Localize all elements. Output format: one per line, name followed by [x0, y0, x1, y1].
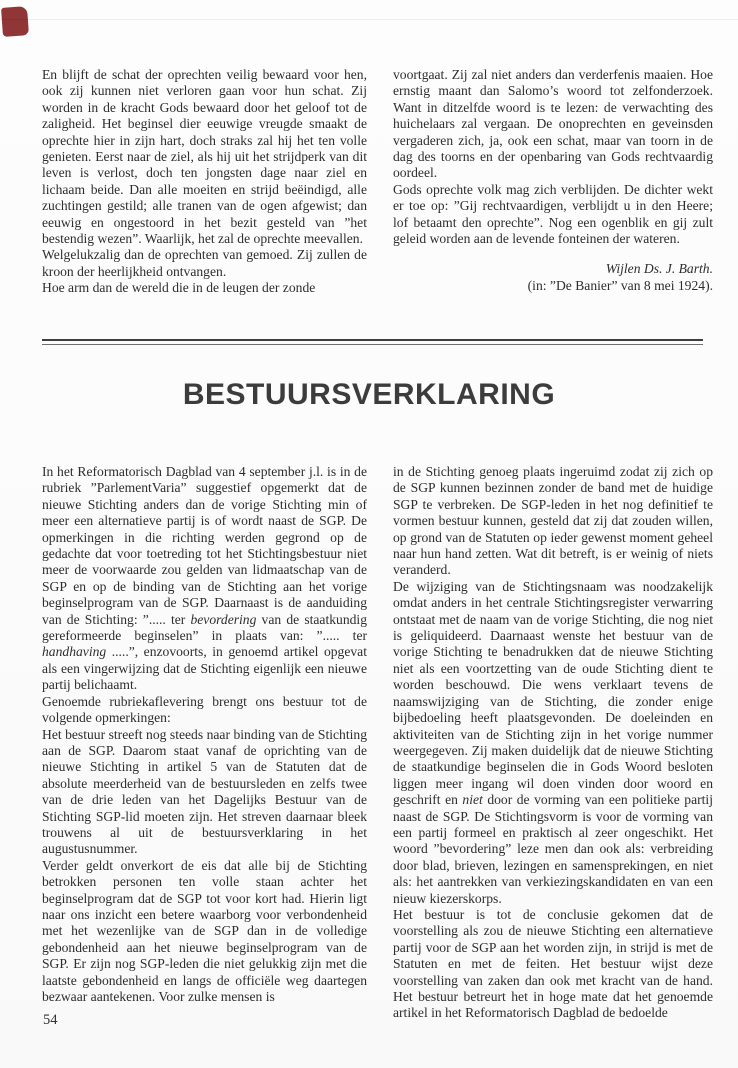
author-signature: Wijlen Ds. J. Barth.	[605, 261, 713, 277]
page-number: 54	[43, 1012, 58, 1028]
source-citation: (in: ”De Banier” van 8 mei 1924).	[527, 277, 713, 293]
paragraph: En blijft de schat der oprechten veilig bewaard voor hen, ook zij kunnen niet verloren gaan voor hun schat. Zij worden in de kracht Gods bewaard door het geloof tot de zaligheid. Het beginsel dier eeuwige vreugde smaakt de oprechte hier in zijn hart, doch straks zal hij het ten volle genieten. Eerst naar de ziel, als hij uit het strijdperk van dit leven is verlost, doch ten jongsten dage naar ziel en lichaam beide. Dan alle moeiten en strijd beëindigd, alle zuchtingen gestild; alle tranen van de ogen afgewist; dan eeuwig en ongestoord in het bezit gesteld van ”het bestendig wezen”. Waarlijk, het zal de oprechte meevallen.	[42, 67, 367, 247]
paragraph: Verder geldt onverkort de eis dat alle bij de Stichting betrokken personen ten volle staan achter het beginselprogram dat de SGP tot voor kort had. Hierin ligt naar ons inzicht een betere waarborg voor verbondenheid met het wezenlijke van de SGP dan in de volledige gebondenheid aan het nieuwe beginselprogram van de SGP. Er zijn nog SGP-leden die niet gelukkig zijn met die laatste gebondenheid en langs de officiële weg daartegen bezwaar aantekenen. Voor zulke mensen is	[42, 857, 367, 1004]
scan-hairline	[0, 19, 738, 20]
signature-block	[393, 261, 713, 294]
devotional-right-column	[393, 67, 713, 297]
paragraph: Genoemde rubriekaflevering brengt ons bestuur tot de volgende opmerkingen:	[42, 693, 367, 726]
red-corner-scan-artifact	[1, 6, 29, 37]
paragraph: Gods oprechte volk mag zich verblijden. De dichter wekt er toe op: ”Gij rechtvaardigen, verblijdt u in den Heere; lof betaamt den oprechte”. Nog een ogenblik en gij zult geleid worden aan de levende fonteinen der wateren.	[393, 181, 713, 247]
section-title: BESTUURSVERKLARING	[182, 378, 556, 411]
paragraph: voortgaat. Zij zal niet anders dan verderfenis maaien. Hoe ernstig maant dan Salomo’s woord tot zelfonderzoek. Want in ditzelfde woord is te lezen: de verwachting des huichelaars zal vergaan. De onoprechten en geveinsden vergaderen zich, ja, ook een schat, maar van toorn in de dag des toorns en der openbaring van Gods rechtvaardig oordeel.	[393, 67, 713, 181]
devotional-left-column	[42, 67, 367, 297]
statement-right-column	[393, 464, 713, 1022]
paragraph: Hoe arm dan de wereld die in de leugen der zonde	[42, 280, 316, 296]
section-divider	[42, 339, 703, 345]
paragraph: in de Stichting genoeg plaats ingeruimd zodat zij zich op de SGP kunnen bezinnen zonder de band met de huidige SGP te verbreken. De SGP-leden in het nog definitief te vormen bestuur kunnen, gesteld dat zij dat zouden willen, op grond van de Statuten op ieder gewenst moment geheel naar hun hand zetten. Wat dit betreft, is er weinig of niets veranderd.	[393, 464, 713, 578]
paragraph: Welgelukzalig dan de oprechten van gemoed. Zij zullen de kroon der heerlijkheid ontvangen.	[42, 247, 367, 279]
statement-left-column	[42, 464, 367, 1022]
paragraph: De wijziging van de Stichtingsnaam was noodzakelijk omdat anders in het centrale Stichtingsregister verwarring ontstaat met de naam van de vorige Stichting, die nog niet is geliquideerd. Daarnaast wenste het bestuur van de vorige Stichting te benadrukken dat de nieuwe Stichting niet als een voortzetting van de oude Stichting dient te worden beschouwd. Die wens verklaart tevens de naamswijziging van de Stichting, die zonder enige bijbedoeling heeft plaatsgevonden. De doeleinden en aktiviteiten van de Stichting zijn in het vorige nummer weergegeven. Zij maken duidelijk dat de nieuwe Stichting de staatkundige beginselen die in Gods Woord besloten liggen meer ingang wil doen vinden door woord en geschrift en niet door de vorming van een politieke partij naast de SGP. De Stichtingsvorm is voor de vorming van een partij formeel en praktisch al zeer ongeschikt. Het woord ”bevordering” leze men dan ook als: verbreiding door blad, brieven, lezingen en samensprekingen, en niet als: het aantrekken van verkiezingskandidaten en van een nieuw kiezerskorps.	[393, 578, 713, 906]
statement-article	[42, 464, 713, 1022]
paragraph: Het bestuur streeft nog steeds naar binding van de Stichting aan de SGP. Daarom staat vanaf de oprichting van de nieuwe Stichting in artikel 5 van de Statuten dat de absolute meerderheid van de bestuursleden en zelfs twee van de drie leden van het Dagelijks Bestuur van de Stichting SGP-lid moeten zijn. Het streven daarnaar bleek trouwens al uit de bestuursverklaring in het augustusnummer.	[42, 726, 367, 857]
devotional-article	[42, 67, 713, 297]
paragraph: In het Reformatorisch Dagblad van 4 september j.l. is in de rubriek ”ParlementVaria” suggestief opgemerkt dat de nieuwe Stichting anders dan de vorige Stichting min of meer een alternatieve partij is of wordt naast de SGP. De opmerkingen in die richting werden gegrond op de gedachte dat voor toetreding tot het Stichtingsbestuur niet meer de voorwaarde zou gelden van lidmaatschap van de SGP en op de binding van de Stichting aan het vorige beginselprogram van de SGP. Daarnaast is de aanduiding van de Stichting: ”..... ter bevordering van de staatkundig gereformeerde beginselen” in plaats van: ”..... ter handhaving .....”, enzovoorts, in genoemd artikel opgevat als een vingerwijzing dat de Stichting eigenlijk een nieuwe partij belichaamt.	[42, 464, 367, 693]
paragraph: Het bestuur is tot de conclusie gekomen dat de voorstelling als zou de nieuwe Stichting een alternatieve partij voor de SGP aan het worden zijn, in strijd is met de Statuten en met de feiten. Het bestuur wijst deze voorstelling van zaken dan ook met kracht van de hand. Het bestuur betreurt het in hoge mate dat het genoemde artikel in het Reformatorisch Dagblad de bedoelde	[393, 906, 713, 1021]
